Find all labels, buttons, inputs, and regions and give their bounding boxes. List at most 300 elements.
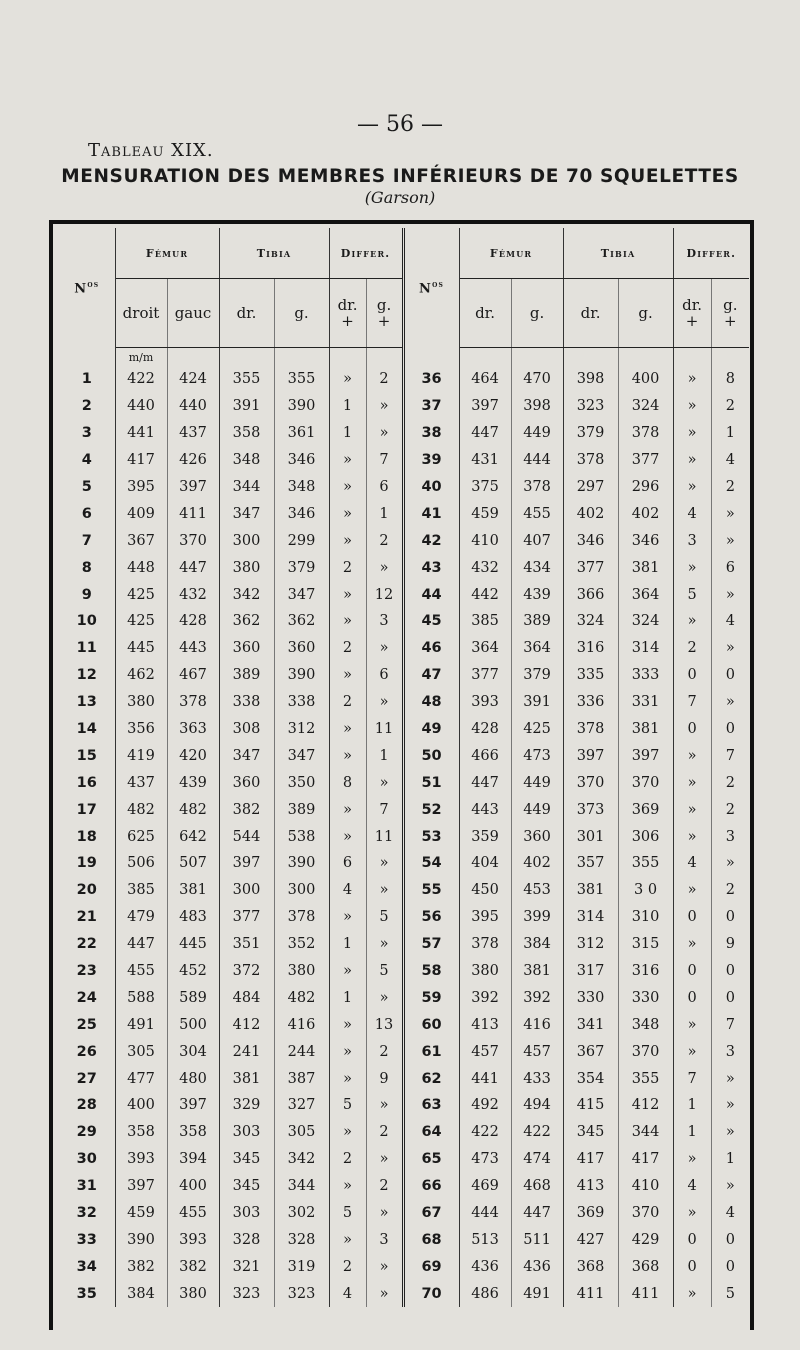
tibia-right-value: 402 <box>563 500 618 527</box>
tibia-right-value: 330 <box>563 984 618 1011</box>
diff-right-value: 3 <box>673 527 711 554</box>
diff-left-value: 2 <box>725 479 735 495</box>
diff-right-value: 2 <box>673 635 711 662</box>
tibia-left-value: 368 <box>618 1253 673 1280</box>
header-sub: droit <box>115 279 167 348</box>
header-differ-right: Differ. <box>673 228 749 279</box>
femur-left-value: 452 <box>167 958 219 985</box>
row-number: 5 <box>59 474 115 501</box>
femur-right-value: 378 <box>459 931 511 958</box>
table-row <box>59 1146 749 1173</box>
tibia-left-value: 417 <box>618 1146 673 1173</box>
diff-left-value: 3 <box>366 1227 403 1254</box>
femur-left-value: 480 <box>167 1065 219 1092</box>
tibia-right-value: 417 <box>563 1146 618 1173</box>
diff-right-value: » <box>329 527 366 554</box>
table-body <box>59 366 749 1307</box>
diff-left-value: » <box>725 1124 735 1141</box>
tibia-left-value: 319 <box>274 1253 329 1280</box>
row-number: 9 <box>59 581 115 608</box>
femur-right-value: 447 <box>115 931 167 958</box>
diff-right-value: 1 <box>329 420 366 447</box>
tibia-left-value: 362 <box>274 608 329 635</box>
header-row-groups <box>59 228 749 279</box>
table-subtitle: (Garson) <box>364 188 436 207</box>
tibia-right-value: 300 <box>219 527 274 554</box>
diff-left-value: » <box>366 1253 403 1280</box>
diff-right-value: 7 <box>673 689 711 716</box>
diff-left-value: » <box>366 689 403 716</box>
tibia-right-value: 335 <box>563 662 618 689</box>
femur-right-value: 385 <box>459 608 511 635</box>
femur-left-value: 491 <box>511 1280 563 1307</box>
tibia-right-value: 341 <box>563 1011 618 1038</box>
diff-right-value: » <box>673 1038 711 1065</box>
table-row <box>59 1038 749 1065</box>
row-number: 53 <box>403 823 459 850</box>
tibia-right-value: 360 <box>219 635 274 662</box>
tibia-left-value: 3 0 <box>618 877 673 904</box>
diff-left-value: 1 <box>366 742 403 769</box>
row-number: 56 <box>403 904 459 931</box>
tibia-right-value: 411 <box>563 1280 618 1307</box>
tibia-left-value: 387 <box>274 1065 329 1092</box>
femur-right-value: 395 <box>459 904 511 931</box>
diff-right-value: » <box>329 1119 366 1146</box>
diff-right-value: 1 <box>329 931 366 958</box>
table-label: Tableau XIX. <box>88 140 214 161</box>
femur-left-value: 389 <box>511 608 563 635</box>
diff-left-value: 7 <box>725 747 735 764</box>
diff-right-value: » <box>329 662 366 689</box>
row-number: 26 <box>59 1038 115 1065</box>
femur-right-value: 359 <box>459 823 511 850</box>
table-row <box>59 1065 749 1092</box>
measurement-table <box>59 228 749 1307</box>
tibia-right-value: 362 <box>219 608 274 635</box>
femur-right-value: 367 <box>115 527 167 554</box>
femur-left-value: 397 <box>167 474 219 501</box>
femur-left-value: 364 <box>511 635 563 662</box>
diff-right-value: » <box>673 447 711 474</box>
tibia-left-value: 350 <box>274 769 329 796</box>
row-number: 28 <box>59 1092 115 1119</box>
tibia-left-value: 344 <box>618 1119 673 1146</box>
table-row <box>59 1173 749 1200</box>
femur-left-value: 402 <box>511 850 563 877</box>
row-number: 41 <box>403 500 459 527</box>
row-number: 35 <box>59 1280 115 1307</box>
table-row <box>59 635 749 662</box>
tibia-right-value: 347 <box>219 742 274 769</box>
table-row <box>59 931 749 958</box>
table-row <box>59 554 749 581</box>
femur-right-value: 441 <box>459 1065 511 1092</box>
row-number: 30 <box>59 1146 115 1173</box>
tibia-right-value: 382 <box>219 796 274 823</box>
row-number: 57 <box>403 931 459 958</box>
row-number: 65 <box>403 1146 459 1173</box>
femur-left-value: 398 <box>511 393 563 420</box>
femur-right-value: 492 <box>459 1092 511 1119</box>
diff-right-value: » <box>329 581 366 608</box>
header-sub: dr. <box>459 279 511 348</box>
diff-left-value: » <box>725 855 735 872</box>
tibia-right-value: 378 <box>563 716 618 743</box>
femur-left-value: 494 <box>511 1092 563 1119</box>
row-number: 13 <box>59 689 115 716</box>
tibia-right-value: 415 <box>563 1092 618 1119</box>
femur-right-value: 417 <box>115 447 167 474</box>
row-number: 22 <box>59 931 115 958</box>
femur-right-value: 422 <box>459 1119 511 1146</box>
table-row <box>59 850 749 877</box>
diff-left-value: 2 <box>366 1173 403 1200</box>
tibia-right-value: 312 <box>563 931 618 958</box>
diff-right-value: 2 <box>329 1253 366 1280</box>
femur-right-value: 479 <box>115 904 167 931</box>
femur-left-value: 447 <box>511 1200 563 1227</box>
femur-right-value: 466 <box>459 742 511 769</box>
diff-left-value: 12 <box>366 581 403 608</box>
diff-right-value: » <box>673 366 711 393</box>
tibia-right-value: 241 <box>219 1038 274 1065</box>
row-number: 4 <box>59 447 115 474</box>
femur-left-value: 507 <box>167 850 219 877</box>
diff-right-value: » <box>673 769 711 796</box>
tibia-left-value: 346 <box>274 500 329 527</box>
row-number: 55 <box>403 877 459 904</box>
row-number: 62 <box>403 1065 459 1092</box>
diff-left-value: » <box>725 694 735 711</box>
row-number: 42 <box>403 527 459 554</box>
tibia-right-value: 366 <box>563 581 618 608</box>
row-number: 51 <box>403 769 459 796</box>
femur-right-value: 422 <box>115 366 167 393</box>
tibia-right-value: 329 <box>219 1092 274 1119</box>
diff-left-value: 7 <box>366 447 403 474</box>
diff-right-value: 4 <box>673 850 711 877</box>
diff-right-value: 6 <box>329 850 366 877</box>
femur-left-value: 424 <box>167 366 219 393</box>
femur-left-value: 433 <box>511 1065 563 1092</box>
diff-right-value: 5 <box>673 581 711 608</box>
femur-right-value: 459 <box>115 1200 167 1227</box>
diff-right-value: 0 <box>673 1227 711 1254</box>
diff-right-value: 5 <box>329 1200 366 1227</box>
tibia-left-value: 323 <box>274 1280 329 1307</box>
tibia-left-value: 338 <box>274 689 329 716</box>
table-row <box>59 447 749 474</box>
diff-right-value: 1 <box>329 393 366 420</box>
tibia-right-value: 357 <box>563 850 618 877</box>
diff-right-value: » <box>673 796 711 823</box>
femur-right-value: 428 <box>459 716 511 743</box>
row-number: 54 <box>403 850 459 877</box>
diff-left-value: 6 <box>366 662 403 689</box>
tibia-left-value: 348 <box>618 1011 673 1038</box>
row-number: 34 <box>59 1253 115 1280</box>
tibia-left-value: 310 <box>618 904 673 931</box>
header-nos-left: $N^{os}$ <box>59 228 115 348</box>
diff-left-value: 1 <box>725 1151 735 1168</box>
tibia-right-value: 345 <box>219 1146 274 1173</box>
diff-right-value: » <box>329 958 366 985</box>
femur-left-value: 378 <box>511 474 563 501</box>
femur-right-value: 486 <box>459 1280 511 1307</box>
diff-left-value: 2 <box>366 1119 403 1146</box>
row-number: 23 <box>59 958 115 985</box>
tibia-right-value: 346 <box>563 527 618 554</box>
tibia-right-value: 368 <box>563 1253 618 1280</box>
femur-left-value: 511 <box>511 1227 563 1254</box>
row-number: 15 <box>59 742 115 769</box>
tibia-right-value: 303 <box>219 1119 274 1146</box>
tibia-right-value: 484 <box>219 984 274 1011</box>
row-number: 2 <box>59 393 115 420</box>
diff-right-value: 1 <box>673 1119 711 1146</box>
femur-left-value: 470 <box>511 366 563 393</box>
row-number: 46 <box>403 635 459 662</box>
femur-right-value: 425 <box>115 581 167 608</box>
row-number: 21 <box>59 904 115 931</box>
diff-right-value: » <box>329 500 366 527</box>
row-number: 11 <box>59 635 115 662</box>
femur-right-value: 382 <box>115 1253 167 1280</box>
table-row <box>59 689 749 716</box>
diff-right-value: » <box>673 474 711 501</box>
femur-right-value: 440 <box>115 393 167 420</box>
tibia-left-value: 378 <box>274 904 329 931</box>
diff-left-value: 0 <box>725 1258 735 1275</box>
femur-left-value: 400 <box>167 1173 219 1200</box>
tibia-left-value: 412 <box>618 1092 673 1119</box>
diff-right-value: 7 <box>673 1065 711 1092</box>
diff-right-value: 0 <box>673 984 711 1011</box>
femur-left-value: 443 <box>167 635 219 662</box>
diff-left-value: » <box>725 532 735 549</box>
diff-right-value: 2 <box>329 1146 366 1173</box>
diff-left-value: » <box>366 850 403 877</box>
femur-right-value: 377 <box>459 662 511 689</box>
diff-left-value: 4 <box>725 613 735 630</box>
femur-right-value: 491 <box>115 1011 167 1038</box>
diff-left-value: 1 <box>366 500 403 527</box>
row-number: 49 <box>403 716 459 743</box>
femur-left-value: 468 <box>511 1173 563 1200</box>
tibia-left-value: 305 <box>274 1119 329 1146</box>
femur-right-value: 410 <box>459 527 511 554</box>
tibia-left-value: 314 <box>618 635 673 662</box>
femur-right-value: 397 <box>115 1173 167 1200</box>
tibia-right-value: 397 <box>219 850 274 877</box>
femur-left-value: 360 <box>511 823 563 850</box>
femur-left-value: 363 <box>167 716 219 743</box>
tibia-left-value: 370 <box>618 769 673 796</box>
diff-right-value: 1 <box>673 1092 711 1119</box>
tibia-left-value: 402 <box>618 500 673 527</box>
table-row <box>59 393 749 420</box>
diff-left-value: 5 <box>725 1285 735 1302</box>
femur-right-value: 384 <box>115 1280 167 1307</box>
table-row <box>59 500 749 527</box>
diff-right-value: » <box>329 447 366 474</box>
femur-right-value: 513 <box>459 1227 511 1254</box>
diff-left-value: » <box>366 420 403 447</box>
diff-left-value: 0 <box>725 989 735 1006</box>
table-row <box>59 366 749 393</box>
femur-left-value: 420 <box>167 742 219 769</box>
tibia-right-value: 379 <box>563 420 618 447</box>
table-row <box>59 904 749 931</box>
femur-left-value: 467 <box>167 662 219 689</box>
diff-right-value: » <box>673 1146 711 1173</box>
tibia-right-value: 413 <box>563 1173 618 1200</box>
table-title: MENSURATION DES MEMBRES INFÉRIEURS DE 70 SQUELETTES <box>61 166 739 187</box>
femur-left-value: 428 <box>167 608 219 635</box>
femur-left-value: 422 <box>511 1119 563 1146</box>
femur-right-value: 437 <box>115 769 167 796</box>
femur-right-value: 469 <box>459 1173 511 1200</box>
femur-left-value: 437 <box>167 420 219 447</box>
tibia-right-value: 377 <box>219 904 274 931</box>
femur-right-value: 448 <box>115 554 167 581</box>
header-sub: dr. + <box>329 279 366 348</box>
femur-right-value: 464 <box>459 366 511 393</box>
tibia-left-value: 538 <box>274 823 329 850</box>
tibia-left-value: 346 <box>618 527 673 554</box>
femur-right-value: 625 <box>115 823 167 850</box>
diff-left-value: 5 <box>366 904 403 931</box>
femur-right-value: 305 <box>115 1038 167 1065</box>
diff-left-value: 3 <box>725 1043 735 1060</box>
femur-right-value: 404 <box>459 850 511 877</box>
diff-right-value: 0 <box>673 716 711 743</box>
tibia-left-value: 344 <box>274 1173 329 1200</box>
tibia-right-value: 323 <box>219 1280 274 1307</box>
tibia-left-value: 355 <box>618 1065 673 1092</box>
femur-left-value: 447 <box>167 554 219 581</box>
diff-right-value: » <box>329 716 366 743</box>
row-number: 32 <box>59 1200 115 1227</box>
femur-right-value: 390 <box>115 1227 167 1254</box>
tibia-left-value: 390 <box>274 662 329 689</box>
femur-left-value: 392 <box>511 984 563 1011</box>
diff-left-value: » <box>366 1092 403 1119</box>
tibia-left-value: 381 <box>618 554 673 581</box>
tibia-right-value: 381 <box>563 877 618 904</box>
row-number: 52 <box>403 796 459 823</box>
diff-left-value: 11 <box>366 823 403 850</box>
row-number: 19 <box>59 850 115 877</box>
diff-right-value: » <box>329 366 366 393</box>
tibia-right-value: 397 <box>563 742 618 769</box>
tibia-right-value: 351 <box>219 931 274 958</box>
diff-left-value: » <box>366 1200 403 1227</box>
femur-right-value: 441 <box>115 420 167 447</box>
tibia-right-value: 380 <box>219 554 274 581</box>
diff-right-value: 2 <box>329 635 366 662</box>
diff-left-value: 5 <box>366 958 403 985</box>
row-number: 10 <box>59 608 115 635</box>
tibia-left-value: 346 <box>274 447 329 474</box>
diff-left-value: 8 <box>725 371 735 388</box>
page-number: — 56 — <box>357 112 443 137</box>
row-number: 70 <box>403 1280 459 1307</box>
diff-right-value: » <box>329 742 366 769</box>
tibia-right-value: 303 <box>219 1200 274 1227</box>
tibia-left-value: 378 <box>618 420 673 447</box>
diff-left-value: 3 <box>725 828 735 845</box>
diff-right-value: 0 <box>673 662 711 689</box>
row-number: 25 <box>59 1011 115 1038</box>
tibia-left-value: 299 <box>274 527 329 554</box>
row-number: 20 <box>59 877 115 904</box>
diff-right-value: » <box>673 393 711 420</box>
table-row <box>59 984 749 1011</box>
femur-right-value: 409 <box>115 500 167 527</box>
diff-right-value: » <box>329 474 366 501</box>
tibia-right-value: 323 <box>563 393 618 420</box>
femur-right-value: 393 <box>115 1146 167 1173</box>
diff-left-value: » <box>366 984 403 1011</box>
femur-right-value: 477 <box>115 1065 167 1092</box>
tibia-right-value: 412 <box>219 1011 274 1038</box>
diff-left-value: 9 <box>725 936 735 953</box>
femur-left-value: 407 <box>511 527 563 554</box>
tibia-right-value: 381 <box>219 1065 274 1092</box>
diff-right-value: 4 <box>673 1173 711 1200</box>
femur-left-value: 453 <box>511 877 563 904</box>
diff-right-value: » <box>329 823 366 850</box>
femur-left-value: 589 <box>167 984 219 1011</box>
tibia-right-value: 348 <box>219 447 274 474</box>
tibia-right-value: 367 <box>563 1038 618 1065</box>
table-row <box>59 474 749 501</box>
table-row <box>59 823 749 850</box>
tibia-right-value: 398 <box>563 366 618 393</box>
tibia-right-value: 378 <box>563 447 618 474</box>
row-number: 45 <box>403 608 459 635</box>
tibia-left-value: 360 <box>274 635 329 662</box>
tibia-right-value: 427 <box>563 1227 618 1254</box>
femur-right-value: 482 <box>115 796 167 823</box>
diff-right-value: » <box>673 1280 711 1307</box>
femur-right-value: 445 <box>115 635 167 662</box>
tibia-right-value: 345 <box>219 1173 274 1200</box>
row-number: 14 <box>59 716 115 743</box>
tibia-left-value: 355 <box>618 850 673 877</box>
femur-left-value: 439 <box>167 769 219 796</box>
diff-right-value: » <box>329 1011 366 1038</box>
femur-right-value: 425 <box>115 608 167 635</box>
row-number: 59 <box>403 984 459 1011</box>
row-number: 7 <box>59 527 115 554</box>
femur-right-value: 431 <box>459 447 511 474</box>
diff-left-value: » <box>725 1097 735 1114</box>
femur-left-value: 391 <box>511 689 563 716</box>
diff-left-value: 2 <box>366 366 403 393</box>
row-number: 69 <box>403 1253 459 1280</box>
femur-left-value: 379 <box>511 662 563 689</box>
tibia-left-value: 482 <box>274 984 329 1011</box>
tibia-left-value: 347 <box>274 742 329 769</box>
diff-left-value: » <box>366 393 403 420</box>
diff-left-value: 3 <box>366 608 403 635</box>
tibia-left-value: 355 <box>274 366 329 393</box>
unit-label: m/m <box>115 348 167 367</box>
diff-left-value: 0 <box>725 1231 735 1248</box>
